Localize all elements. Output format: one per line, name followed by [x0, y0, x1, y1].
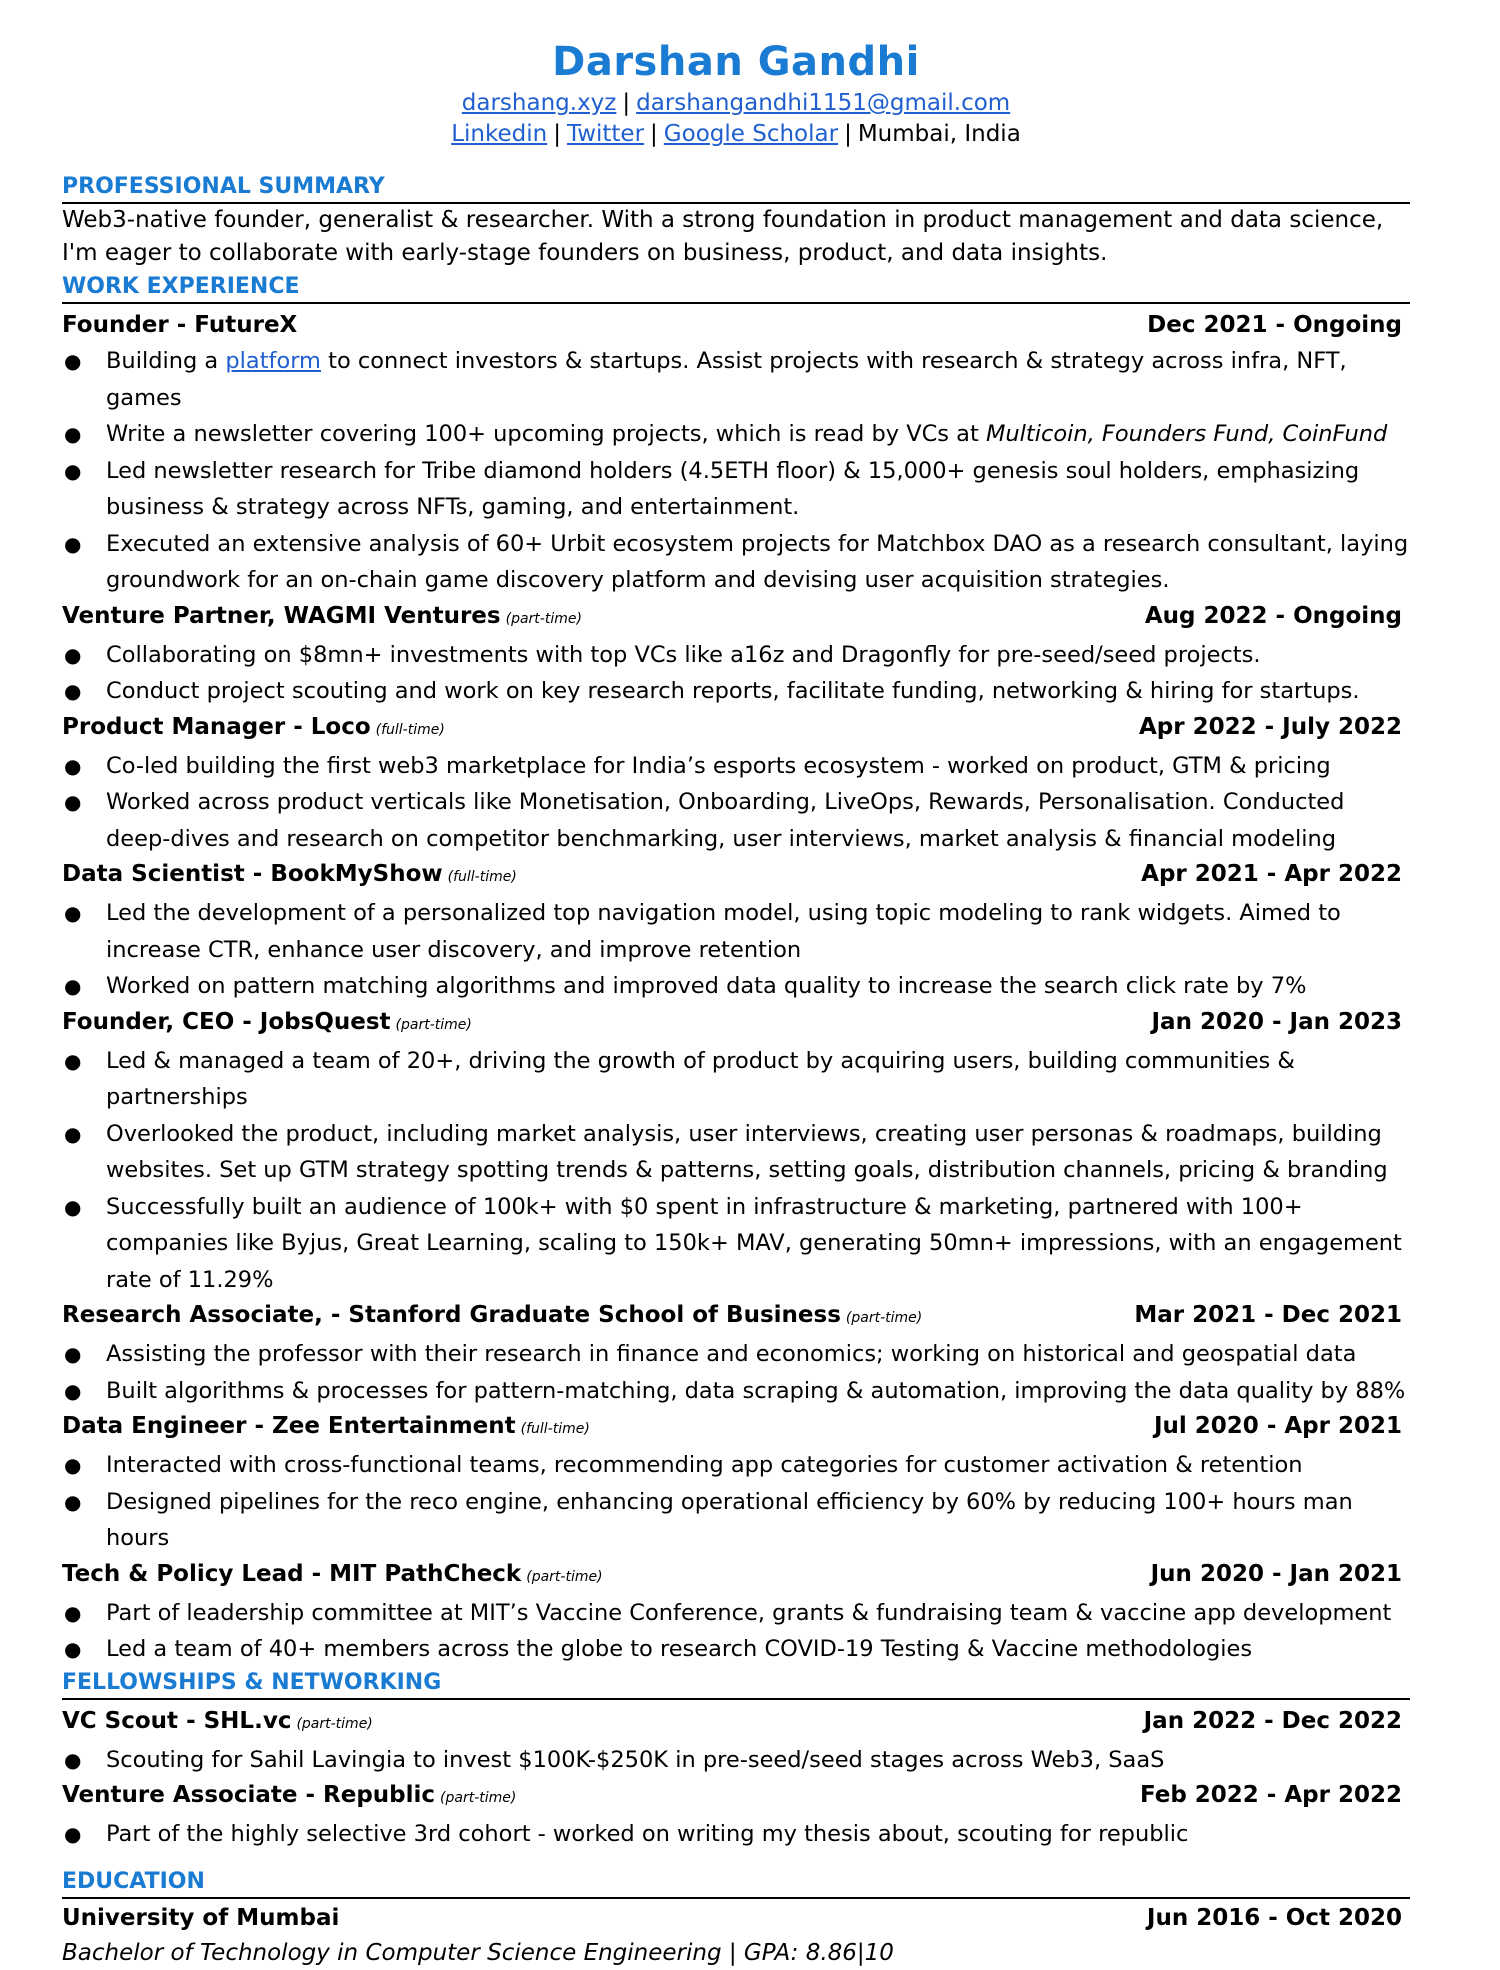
- employment-type: (part-time): [845, 1310, 923, 1326]
- separator: |: [650, 121, 658, 147]
- job-title: Venture Partner, WAGMI Ventures: [62, 602, 501, 629]
- bullet-dot-icon: ●: [64, 1453, 82, 1477]
- bullet-item: [62, 1484, 1410, 1557]
- bullet-dot-icon: ●: [64, 1378, 82, 1403]
- employment-type: (full-time): [375, 721, 445, 738]
- job-entry: [62, 308, 1410, 599]
- job-dates: Feb 2022 - Apr 2022: [1139, 1782, 1402, 1808]
- bullet-text: Executed an extensive analysis of 60+ Urbit ecosystem projects for Matchbox DAO as a research consultant, laying groundwork for an on-chain game discovery platform and devising user acquisition strategies.: [106, 530, 1409, 593]
- bullet-italic-text: Multicoin, Founders Fund, CoinFund: [985, 421, 1388, 447]
- job-title: Product Manager - Loco: [62, 713, 371, 740]
- bullet-item: [62, 1116, 1410, 1189]
- job-title-group: [62, 1778, 516, 1816]
- education-dates: Jun 2016 - Oct 2020: [1146, 1904, 1402, 1931]
- bullet-item: [62, 1742, 1410, 1779]
- bullet-list: [62, 1336, 1410, 1409]
- job-dates: Jul 2020 - Apr 2021: [1153, 1413, 1402, 1439]
- job-title: Data Scientist - BookMyShow: [62, 861, 443, 887]
- job-title: Tech & Policy Lead - MIT PathCheck: [62, 1560, 522, 1587]
- bullet-text: Co-led building the first web3 marketplace for India’s esports ecosystem - worked on product, GTM & pricing: [106, 752, 1331, 779]
- job-title-group: [62, 1409, 590, 1447]
- bullet-list: [62, 343, 1410, 599]
- employment-type: (full-time): [520, 1421, 590, 1437]
- job-entry: [62, 710, 1410, 858]
- bullet-dot-icon: ●: [64, 753, 82, 778]
- work-experience-list: [62, 308, 1410, 1668]
- job-title-group: [62, 599, 582, 637]
- resume-header: [62, 36, 1410, 150]
- employment-type: (full-time): [447, 869, 517, 885]
- bullet-item: [62, 784, 1410, 857]
- bullet-item: [62, 748, 1410, 785]
- job-dates: Jan 2022 - Dec 2022: [1143, 1707, 1402, 1734]
- job-title-group: [62, 857, 517, 895]
- bullet-list: [62, 1595, 1410, 1668]
- job-header: [62, 710, 1410, 748]
- bullet-text: Write a newsletter covering 100+ upcoming projects, which is read by VCs at: [106, 421, 986, 447]
- bullet-text: Scouting for Sahil Lavingia to invest $100K-$250K in pre-seed/seed stages across Web3, SaaS: [106, 1746, 1165, 1773]
- bullet-text: Led newsletter research for Tribe diamond holders (4.5ETH floor) & 15,000+ genesis soul holders, emphasizing business & strategy across NFTs, gaming, and entertainment.: [106, 457, 1360, 520]
- bullet-dot-icon: ●: [64, 1637, 82, 1661]
- bullet-dot-icon: ●: [64, 790, 82, 814]
- bullet-item: [62, 968, 1410, 1005]
- bullet-list: [62, 1043, 1410, 1299]
- bullet-text: Worked across product verticals like Monetisation, Onboarding, LiveOps, Rewards, Personalisation. Conducted deep-dives and research on competitor benchmarking, user interviews, market analysis & financial modeling: [106, 789, 1345, 852]
- contact-line-1: [62, 88, 1410, 119]
- employment-type: (part-time): [395, 1016, 472, 1033]
- summary-text: Web3-native founder, generalist & researcher. With a strong foundation in product management and data science, I'm eager to collaborate with early-stage founders on business, product, and data insights.: [62, 207, 1384, 266]
- school-name: University of Mumbai: [62, 1904, 340, 1931]
- bullet-dot-icon: ●: [64, 1048, 82, 1073]
- job-title-group: [62, 308, 297, 343]
- job-entry: [62, 1005, 1410, 1299]
- bullet-item: [62, 1816, 1410, 1853]
- job-dates: Jun 2020 - Jan 2021: [1150, 1560, 1402, 1587]
- bullet-text: Part of leadership committee at MIT’s Vaccine Conference, grants & fundraising team & vaccine app development: [106, 1599, 1392, 1626]
- bullet-list: [62, 1816, 1410, 1853]
- job-dates: Jan 2020 - Jan 2023: [1151, 1008, 1402, 1035]
- fellowships-list: [62, 1704, 1410, 1853]
- bullet-item: [62, 1447, 1410, 1484]
- job-title: Research Associate, - Stanford Graduate School of Business: [62, 1302, 841, 1328]
- employment-type: (part-time): [296, 1715, 373, 1732]
- bullet-dot-icon: ●: [64, 1489, 82, 1514]
- bullet-dot-icon: ●: [64, 1600, 82, 1625]
- job-header: [62, 1557, 1410, 1595]
- job-header: [62, 599, 1410, 637]
- bullet-text: Designed pipelines for the reco engine, enhancing operational efficiency by 60% by reducing 100+ hours man hours: [106, 1488, 1353, 1551]
- bullet-text: Worked on pattern matching algorithms and improved data quality to increase the search click rate by 7%: [106, 973, 1307, 999]
- bullet-dot-icon: ●: [64, 679, 82, 703]
- section-title-summary: PROFESSIONAL SUMMARY: [62, 172, 1410, 204]
- bullet-dot-icon: ●: [64, 642, 82, 667]
- job-title-group: [62, 710, 445, 748]
- bullet-list: [62, 1447, 1410, 1557]
- bullet-text: Led & managed a team of 20+, driving the growth of product by acquiring users, building communities & partnerships: [106, 1047, 1295, 1110]
- job-header: [62, 1298, 1410, 1336]
- bullet-text: Led the development of a personalized top navigation model, using topic modeling to rank widgets. Aimed to increase CTR, enhance user discovery, and improve retention: [106, 900, 1341, 963]
- bullet-text: Overlooked the product, including market analysis, user interviews, creating user personas & roadmaps, building websites. Set up GTM strategy spotting trends & patterns, setting goals, distribution channels, pricing & branding: [106, 1120, 1388, 1183]
- bullet-text: Assisting the professor with their research in finance and economics; working on historical and geospatial data: [106, 1341, 1357, 1367]
- job-title-group: [62, 1704, 373, 1742]
- bullet-text: Interacted with cross-functional teams, recommending app categories for customer activation & retention: [106, 1452, 1303, 1478]
- section-title-fellowships: FELLOWSHIPS & NETWORKING: [62, 1668, 1410, 1700]
- bullet-dot-icon: ●: [64, 349, 82, 373]
- job-title-group: [62, 1005, 472, 1043]
- bullet-text: Successfully built an audience of 100k+ with $0 spent in infrastructure & marketing, partnered with 100+ companies like Byjus, Great Learning, scaling to 150k+ MAV, generating 50mn+ impressions, with an engagement rate of 11.29%: [106, 1193, 1402, 1293]
- bullet-text: Collaborating on $8mn+ investments with top VCs like a16z and Dragonfly for pre-seed/seed projects.: [106, 641, 1261, 668]
- bullet-item: [62, 343, 1410, 416]
- linkedin-link[interactable]: Linkedin: [451, 121, 548, 147]
- job-entry: [62, 1557, 1410, 1668]
- employment-type: (part-time): [440, 1790, 517, 1806]
- job-title-group: [62, 1298, 922, 1336]
- job-title: Founder, CEO - JobsQuest: [62, 1008, 391, 1035]
- contact-line-2: [62, 119, 1410, 150]
- bullet-item: [62, 526, 1410, 599]
- separator: |: [844, 121, 852, 147]
- email-link[interactable]: darshangandhi1151@gmail.com: [636, 90, 1011, 116]
- resume-page: [62, 0, 1410, 1970]
- bullet-item: [62, 1189, 1410, 1299]
- bullet-dot-icon: ●: [64, 1747, 82, 1772]
- employment-type: (part-time): [505, 610, 582, 627]
- job-dates: Mar 2021 - Dec 2021: [1134, 1302, 1402, 1328]
- job-entry: [62, 1778, 1410, 1853]
- degree-text: Bachelor of Technology in Computer Science Engineering | GPA: 8.86|10: [62, 1939, 894, 1966]
- platform-link[interactable]: platform: [225, 348, 321, 374]
- job-header: [62, 857, 1410, 895]
- employment-type: (part-time): [526, 1568, 603, 1585]
- bullet-text: Built algorithms & processes for pattern-matching, data scraping & automation, improving the data quality by 88%: [106, 1377, 1406, 1404]
- job-entry: [62, 1704, 1410, 1779]
- bullet-text: Part of the highly selective 3rd cohort - worked on writing my thesis about, scouting for republic: [106, 1821, 1189, 1847]
- bullet-text: Building a: [106, 348, 226, 374]
- bullet-item: [62, 895, 1410, 968]
- job-header: [62, 308, 1410, 343]
- job-entry: [62, 857, 1410, 1005]
- bullet-dot-icon: ●: [64, 1342, 82, 1366]
- bullet-text: to connect investors & startups. Assist projects with research & strategy across infra, NFT, games: [106, 348, 1347, 411]
- job-title: Venture Associate - Republic: [62, 1782, 436, 1808]
- bullet-list: [62, 1742, 1410, 1779]
- section-title-work: WORK EXPERIENCE: [62, 272, 1410, 304]
- separator: |: [622, 90, 631, 116]
- bullet-text: Conduct project scouting and work on key research reports, facilitate funding, networking & hiring for startups.: [106, 678, 1360, 704]
- twitter-link[interactable]: Twitter: [566, 121, 645, 147]
- job-title-group: [62, 1557, 603, 1595]
- bullet-dot-icon: ●: [64, 458, 82, 483]
- bullet-dot-icon: ●: [64, 901, 82, 925]
- section-title-education: EDUCATION: [62, 1867, 1410, 1899]
- bullet-list: [62, 748, 1410, 858]
- google-scholar-link[interactable]: Google Scholar: [663, 121, 839, 147]
- bullet-item: [62, 1373, 1410, 1410]
- job-dates: Aug 2022 - Ongoing: [1144, 602, 1402, 629]
- job-title: Data Engineer - Zee Entertainment: [62, 1413, 516, 1439]
- job-entry: [62, 599, 1410, 710]
- bullet-item: [62, 637, 1410, 674]
- bullet-item: [62, 1336, 1410, 1373]
- bullet-item: [62, 416, 1410, 453]
- bullet-dot-icon: ●: [64, 1194, 82, 1219]
- job-header: [62, 1005, 1410, 1043]
- website-link[interactable]: darshang.xyz: [461, 90, 617, 116]
- bullet-list: [62, 895, 1410, 1005]
- job-header: [62, 1409, 1410, 1447]
- separator: |: [553, 121, 561, 147]
- bullet-dot-icon: ●: [64, 974, 82, 998]
- bullet-list: [62, 637, 1410, 710]
- bullet-item: [62, 673, 1410, 710]
- candidate-name: Darshan Gandhi: [552, 39, 920, 85]
- job-title: VC Scout - SHL.vc: [62, 1707, 292, 1734]
- education-entry: [62, 1901, 1410, 1936]
- location: Mumbai, India: [857, 121, 1021, 147]
- bullet-dot-icon: ●: [64, 1121, 82, 1146]
- bullet-item: [62, 1043, 1410, 1116]
- job-entry: [62, 1409, 1410, 1557]
- bullet-dot-icon: ●: [64, 531, 82, 556]
- bullet-text: Led a team of 40+ members across the globe to research COVID-19 Testing & Vaccine methodologies: [106, 1636, 1253, 1662]
- job-dates: Apr 2022 - July 2022: [1138, 713, 1402, 740]
- job-title: Founder - FutureX: [62, 312, 298, 338]
- job-header: [62, 1704, 1410, 1742]
- bullet-item: [62, 1595, 1410, 1632]
- bullet-dot-icon: ●: [64, 422, 82, 446]
- job-dates: Apr 2021 - Apr 2022: [1141, 861, 1402, 887]
- job-entry: [62, 1298, 1410, 1409]
- job-dates: Dec 2021 - Ongoing: [1147, 312, 1402, 338]
- job-header: [62, 1778, 1410, 1816]
- bullet-dot-icon: ●: [64, 1822, 82, 1846]
- bullet-item: [62, 453, 1410, 526]
- bullet-item: [62, 1631, 1410, 1668]
